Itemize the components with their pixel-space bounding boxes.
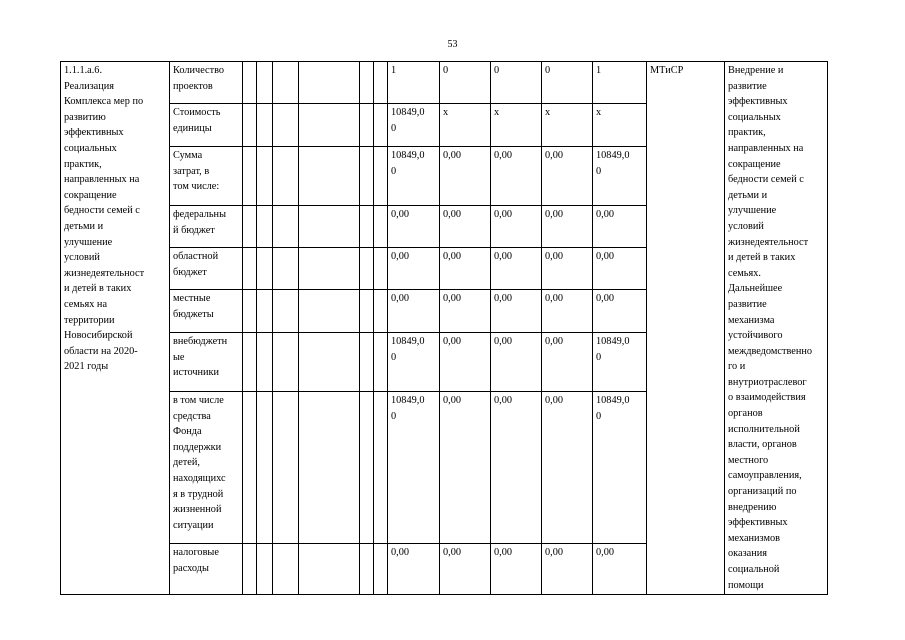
value-cell: 0,00 [491, 544, 542, 595]
value-cell: 0,00 [388, 248, 440, 290]
empty-cell [374, 290, 388, 333]
value-cell: 0,00 [440, 147, 491, 206]
value-cell: 10849,0 0 [593, 147, 647, 206]
value-cell: 0,00 [491, 333, 542, 392]
value-cell: 0,00 [542, 248, 593, 290]
empty-cell [360, 104, 374, 147]
empty-cell [299, 544, 360, 595]
empty-cell [257, 147, 273, 206]
value-cell: 0,00 [388, 206, 440, 248]
value-cell: 10849,0 0 [388, 333, 440, 392]
value-cell: 0,00 [542, 147, 593, 206]
empty-cell [273, 206, 299, 248]
executor-cell: МТиСР [647, 62, 725, 595]
value-cell: 0,00 [593, 544, 647, 595]
empty-cell [257, 544, 273, 595]
value-cell: 10849,0 0 [593, 392, 647, 544]
empty-cell [257, 290, 273, 333]
empty-cell [273, 104, 299, 147]
value-cell: 0,00 [440, 544, 491, 595]
empty-cell [299, 333, 360, 392]
empty-cell [360, 147, 374, 206]
value-cell: 0 [440, 62, 491, 104]
empty-cell [299, 62, 360, 104]
empty-cell [273, 333, 299, 392]
empty-cell [360, 248, 374, 290]
empty-cell [273, 248, 299, 290]
indicator-cell: Количество проектов [170, 62, 243, 104]
value-cell: 0,00 [491, 290, 542, 333]
empty-cell [360, 544, 374, 595]
empty-cell [257, 392, 273, 544]
empty-cell [273, 62, 299, 104]
value-cell: 10849,0 0 [388, 147, 440, 206]
value-cell: 0,00 [440, 290, 491, 333]
value-cell: 10849,0 0 [388, 104, 440, 147]
value-cell: 10849,0 0 [388, 392, 440, 544]
indicator-cell: Сумма затрат, в том числе: [170, 147, 243, 206]
empty-cell [257, 62, 273, 104]
empty-cell [299, 104, 360, 147]
value-cell: 1 [593, 62, 647, 104]
value-cell: 0,00 [491, 206, 542, 248]
value-cell: 0,00 [491, 147, 542, 206]
value-cell: 0,00 [388, 290, 440, 333]
empty-cell [243, 147, 257, 206]
empty-cell [243, 62, 257, 104]
empty-cell [257, 248, 273, 290]
empty-cell [243, 544, 257, 595]
empty-cell [374, 62, 388, 104]
value-cell: 0,00 [542, 333, 593, 392]
indicator-cell: федеральны й бюджет [170, 206, 243, 248]
empty-cell [299, 392, 360, 544]
value-cell: 0,00 [491, 248, 542, 290]
empty-cell [257, 333, 273, 392]
empty-cell [299, 290, 360, 333]
empty-cell [374, 544, 388, 595]
value-cell: 0,00 [440, 248, 491, 290]
value-cell: 0,00 [593, 248, 647, 290]
empty-cell [374, 147, 388, 206]
empty-cell [299, 248, 360, 290]
empty-cell [273, 290, 299, 333]
indicator-cell: в том числе средства Фонда поддержки детей, находящихс я в трудной жизненной ситуации [170, 392, 243, 544]
empty-cell [243, 206, 257, 248]
value-cell: 0 [491, 62, 542, 104]
empty-cell [299, 206, 360, 248]
empty-cell [243, 392, 257, 544]
indicator-cell: Стоимость единицы [170, 104, 243, 147]
value-cell: 0,00 [491, 392, 542, 544]
value-cell: х [542, 104, 593, 147]
empty-cell [257, 206, 273, 248]
page-number: 53 [447, 39, 458, 50]
value-cell: 0,00 [593, 290, 647, 333]
empty-cell [243, 104, 257, 147]
empty-cell [374, 104, 388, 147]
indicator-cell: местные бюджеты [170, 290, 243, 333]
empty-cell [360, 62, 374, 104]
empty-cell [243, 333, 257, 392]
value-cell: 0,00 [542, 290, 593, 333]
empty-cell [374, 333, 388, 392]
value-cell: х [491, 104, 542, 147]
empty-cell [360, 392, 374, 544]
indicator-cell: налоговые расходы [170, 544, 243, 595]
value-cell: 0,00 [542, 206, 593, 248]
value-cell: 1 [388, 62, 440, 104]
value-cell: х [593, 104, 647, 147]
expected-result-cell: Внедрение и развитие эффективных социальных практик, направленных на сокращение бедности семей с детьми и улучшение условий жизнедеятельност и детей в таких семьях. Дальнейшее развитие механизма устойчивого междведомственно го и внутриотраслевог о взаимодействия органов исполнительной власти, органов местного самоуправления, организаций по внедрению эффективных механизмов оказания социальной помощи [725, 62, 828, 595]
indicator-cell: областной бюджет [170, 248, 243, 290]
value-cell: 0,00 [440, 206, 491, 248]
empty-cell [360, 333, 374, 392]
program-measures-table [60, 61, 828, 595]
empty-cell [360, 206, 374, 248]
empty-cell [243, 248, 257, 290]
indicator-cell: внебюджетн ые источники [170, 333, 243, 392]
value-cell: 0,00 [593, 206, 647, 248]
measure-name-cell: 1.1.1.а.6. Реализация Комплекса мер по развитию эффективных социальных практик, направленных на сокращение бедности семей с детьми и улучшение условий жизнедеятельност и детей в таких семьях на территории Новосибирской области на 2020- 2021 годы [61, 62, 170, 595]
empty-cell [273, 392, 299, 544]
empty-cell [374, 248, 388, 290]
value-cell: 0,00 [388, 544, 440, 595]
empty-cell [243, 290, 257, 333]
value-cell: 0,00 [440, 333, 491, 392]
value-cell: 0 [542, 62, 593, 104]
empty-cell [360, 290, 374, 333]
value-cell: х [440, 104, 491, 147]
table-row [61, 62, 828, 104]
empty-cell [273, 147, 299, 206]
value-cell: 0,00 [542, 544, 593, 595]
value-cell: 0,00 [440, 392, 491, 544]
empty-cell [299, 147, 360, 206]
value-cell: 0,00 [542, 392, 593, 544]
empty-cell [374, 206, 388, 248]
empty-cell [374, 392, 388, 544]
empty-cell [273, 544, 299, 595]
value-cell: 10849,0 0 [593, 333, 647, 392]
empty-cell [257, 104, 273, 147]
